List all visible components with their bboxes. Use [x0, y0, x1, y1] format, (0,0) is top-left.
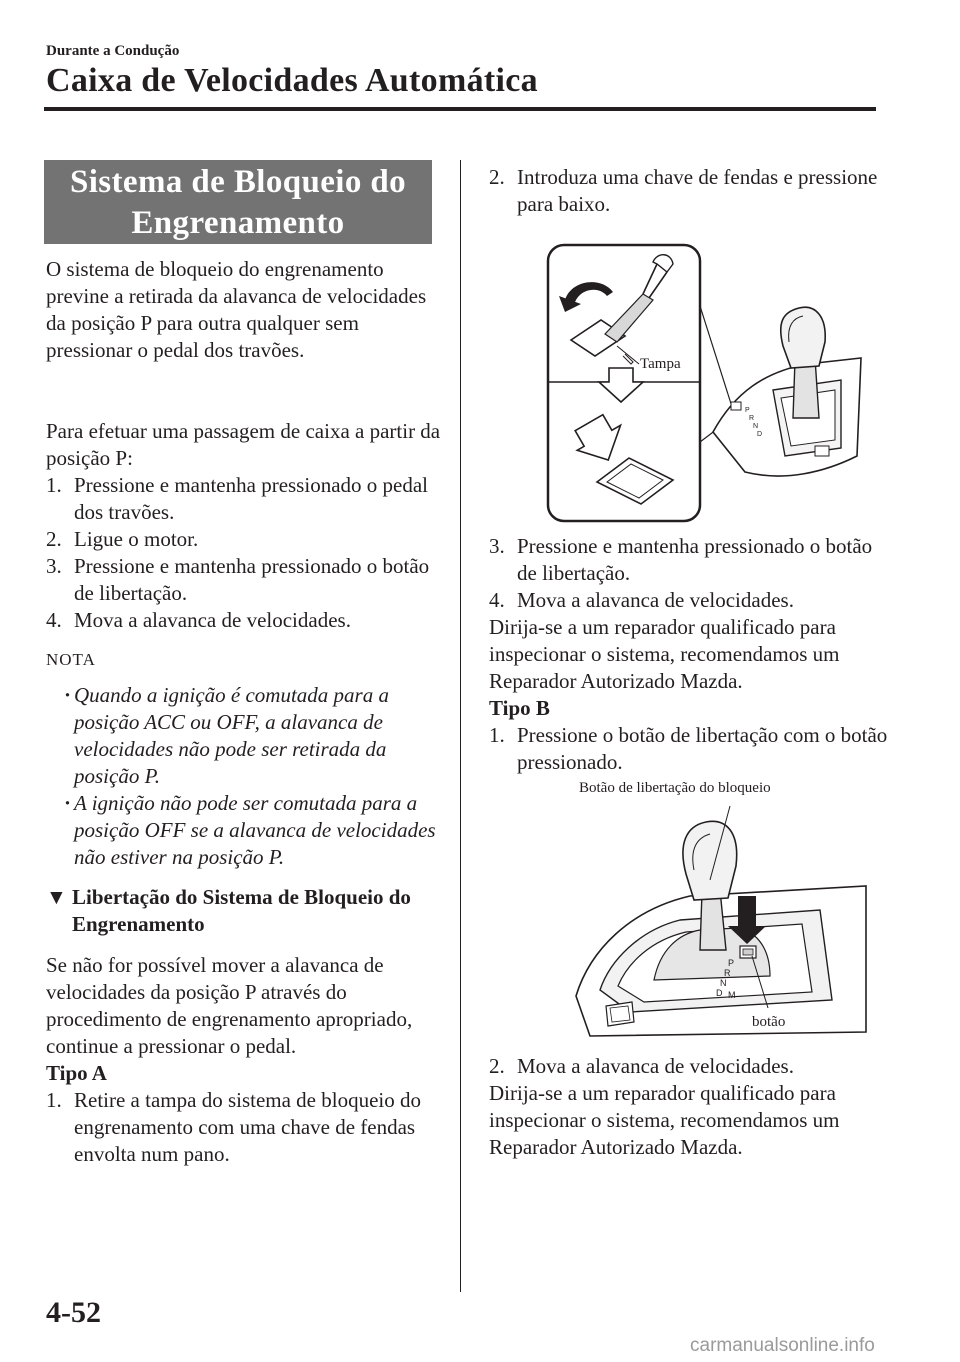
intro-paragraph: O sistema de bloqueio do engrenamento previne a retirada da alavanca de velocidades da posição P para outra qualquer sem pressionar o pedal dos travões. — [46, 257, 427, 362]
list-item: 2. Ligue o motor. — [46, 527, 199, 551]
type-b-step-1: 1. Pressione o botão de libertação com o botão pressionado. — [489, 723, 888, 774]
lock-cover-small — [731, 402, 741, 410]
list-item: 3. Pressione e mantenha pressionado o botão de libertação. — [46, 554, 430, 605]
note-item: · A ignição não pode ser comutada para a posição OFF se a alavanca de velocidades não estiver na posição P. — [64, 791, 436, 869]
note-item: · Quando a ignição é comutada para a posição ACC ou OFF, a alavanca de velocidades não pode ser retirada da posição P. — [64, 683, 389, 788]
svg-text:N: N — [753, 423, 759, 430]
type-a-heading: Tipo A — [46, 1061, 107, 1085]
svg-text:M: M — [728, 990, 736, 1000]
console-switch — [606, 1002, 634, 1026]
release-subheading: ▼ Libertação do Sistema de Bloqueio do Engrenamento — [46, 885, 411, 936]
type-a-step-1: 1. Retire a tampa do sistema de bloqueio do engrenamento com uma chave de fendas envolta num pano. — [46, 1088, 421, 1166]
svg-text:P: P — [745, 407, 750, 414]
release-intro: Se não for possível mover a alavanca de velocidades da posição P através do procedimento de engrenamento apropriado, continue a pressionar o pedal. — [46, 953, 413, 1058]
type-b-heading: Tipo B — [489, 696, 550, 720]
section-label: Durante a Condução — [46, 43, 180, 59]
type-b-advice: Dirija-se a um reparador qualificado para inspecionar o sistema, recomendamos um Reparador Autorizado Mazda. — [489, 1081, 840, 1159]
type-a-steps-after — [489, 533, 889, 614]
list-item: 4. Mova a alavanca de velocidades. — [46, 608, 351, 632]
list-item: 3. Pressione e mantenha pressionado o botão de libertação. — [489, 534, 873, 585]
svg-text:R: R — [724, 968, 731, 978]
page-number: 4-52 — [46, 1296, 101, 1329]
list-item: 1. Pressione e mantenha pressionado o pedal dos travões. — [46, 473, 428, 524]
section-banner — [44, 160, 432, 244]
list-item: 4. Mova a alavanca de velocidades. — [489, 588, 794, 612]
watermark: carmanualsonline.info — [690, 1335, 875, 1356]
svg-text:D: D — [716, 988, 723, 998]
triangle-down-icon: ▼ — [46, 885, 67, 909]
svg-text:P: P — [728, 958, 735, 968]
procedure-intro: Para efetuar uma passagem de caixa a partir da posição P: — [46, 419, 441, 470]
banner-line-2: Engrenamento — [131, 205, 345, 241]
type-a-advice: Dirija-se a um reparador qualificado para inspecionar o sistema, recomendamos um Reparador Autorizado Mazda. — [489, 615, 840, 693]
column-divider — [460, 160, 461, 1292]
banner-line-1: Sistema de Bloqueio do — [69, 164, 407, 200]
type-a-step-2: 2. Introduza uma chave de fendas e pressione para baixo. — [489, 165, 878, 216]
figure-type-b — [570, 800, 870, 1040]
gear-knob — [683, 821, 737, 900]
figure-b-label-button: botão — [752, 1014, 786, 1030]
svg-text:R: R — [749, 415, 755, 422]
header-rule — [44, 107, 876, 111]
svg-text:N: N — [720, 978, 727, 988]
type-b-step-2: 2. Mova a alavanca de velocidades. — [489, 1054, 794, 1078]
figure-b-label-release: Botão de libertação do bloqueio — [579, 780, 771, 796]
figure-type-a — [545, 242, 865, 526]
note-list — [46, 682, 446, 871]
procedure-steps — [46, 472, 446, 634]
chapter-title: Caixa de Velocidades Automática — [46, 62, 538, 99]
note-heading: NOTA — [46, 650, 96, 669]
figure-a-label-cover: Tampa — [640, 356, 681, 372]
svg-text:D: D — [757, 431, 763, 438]
